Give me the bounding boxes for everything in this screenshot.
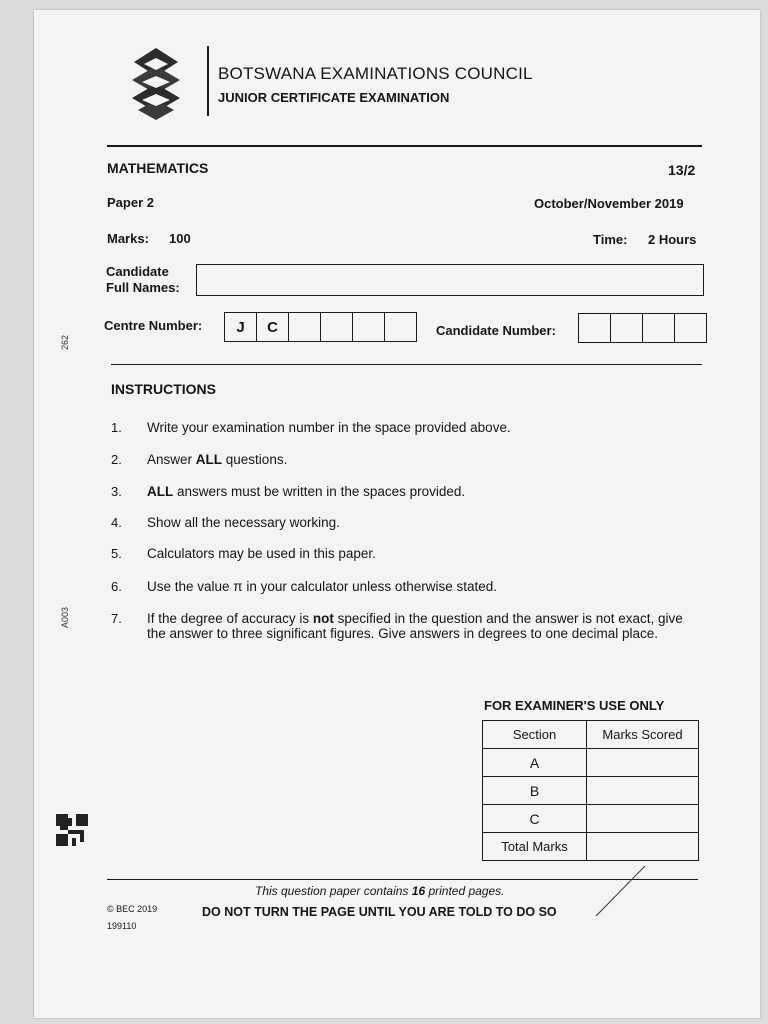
centre-digit[interactable] bbox=[289, 313, 321, 341]
candidate-digit[interactable] bbox=[579, 314, 611, 342]
centre-digit[interactable]: C bbox=[257, 313, 289, 341]
time-label: Time: bbox=[593, 232, 628, 247]
instruction-number: 2. bbox=[111, 452, 122, 467]
marks-cell bbox=[587, 777, 699, 805]
do-not-turn-warning: DO NOT TURN THE PAGE UNTIL YOU ARE TOLD TO DO SO bbox=[202, 905, 557, 919]
candidate-digit[interactable] bbox=[675, 314, 706, 342]
header-rule bbox=[107, 145, 702, 147]
candidate-number-label: Candidate Number: bbox=[436, 323, 556, 338]
instruction-text: Use the value π in your calculator unless otherwise stated. bbox=[147, 579, 497, 594]
instructions-title: INSTRUCTIONS bbox=[111, 381, 216, 397]
section-cell: Total Marks bbox=[483, 833, 587, 861]
candidate-full-names-field[interactable] bbox=[196, 264, 704, 296]
candidate-label-line1: Candidate bbox=[106, 264, 169, 279]
centre-number-field[interactable] bbox=[224, 312, 417, 342]
subject-title: MATHEMATICS bbox=[107, 160, 209, 176]
paper-code: 13/2 bbox=[668, 162, 696, 178]
pages-note: This question paper contains 16 printed pages. bbox=[255, 884, 505, 898]
marks-value: 100 bbox=[169, 231, 191, 246]
section-cell: B bbox=[483, 777, 587, 805]
table-row bbox=[483, 805, 699, 833]
marks-cell bbox=[587, 805, 699, 833]
table-row bbox=[483, 749, 699, 777]
centre-digit[interactable] bbox=[385, 313, 416, 341]
exam-name: JUNIOR CERTIFICATE EXAMINATION bbox=[218, 90, 450, 105]
instruction-text: If the degree of accuracy is not specified in the question and the answer is not exact, give the answer to three significant figures. Give answers in degrees to one decimal place. bbox=[147, 611, 683, 641]
header-section: Section bbox=[483, 721, 587, 749]
centre-digit[interactable] bbox=[353, 313, 385, 341]
examiner-title: FOR EXAMINER'S USE ONLY bbox=[484, 698, 665, 713]
instruction-text: Write your examination number in the space provided above. bbox=[147, 420, 511, 435]
candidate-label-line2: Full Names: bbox=[106, 280, 180, 295]
margin-code-mid: A003 bbox=[60, 606, 70, 628]
marks-cell bbox=[587, 833, 699, 861]
instruction-text: ALL answers must be written in the spaces provided. bbox=[147, 484, 466, 499]
instruction-number: 6. bbox=[111, 579, 122, 594]
marks-cell bbox=[587, 749, 699, 777]
instruction-text: Calculators may be used in this paper. bbox=[147, 546, 376, 561]
instruction-text: Answer ALL questions. bbox=[147, 452, 288, 467]
instruction-number: 4. bbox=[111, 515, 122, 530]
section-rule bbox=[111, 364, 702, 365]
council-name: BOTSWANA EXAMINATIONS COUNCIL bbox=[218, 64, 533, 83]
paper-number: Paper 2 bbox=[107, 195, 154, 210]
section-cell: A bbox=[483, 749, 587, 777]
table-row bbox=[483, 833, 699, 861]
centre-digit[interactable]: J bbox=[225, 313, 257, 341]
print-code: 199110 bbox=[107, 921, 137, 931]
table-row bbox=[483, 777, 699, 805]
table-header-row bbox=[483, 721, 699, 749]
instruction-number: 7. bbox=[111, 611, 122, 626]
instruction-number: 3. bbox=[111, 484, 122, 499]
instruction-text: Show all the necessary working. bbox=[147, 515, 340, 530]
centre-digit[interactable] bbox=[321, 313, 353, 341]
copyright: © BEC 2019 bbox=[107, 904, 158, 914]
instruction-number: 1. bbox=[111, 420, 122, 435]
exam-session: October/November 2019 bbox=[534, 196, 684, 211]
candidate-number-field[interactable] bbox=[578, 313, 707, 343]
centre-number-label: Centre Number: bbox=[104, 318, 203, 333]
candidate-digit[interactable] bbox=[643, 314, 675, 342]
instruction-number: 5. bbox=[111, 546, 122, 561]
examiner-table bbox=[482, 720, 699, 861]
qr-code-icon bbox=[56, 814, 88, 846]
marks-label: Marks: bbox=[107, 231, 149, 246]
section-cell: C bbox=[483, 805, 587, 833]
margin-code-top: 262 bbox=[60, 334, 70, 350]
header-divider bbox=[207, 46, 209, 116]
pen-stroke-icon bbox=[590, 862, 650, 922]
bec-emblem-icon bbox=[128, 46, 184, 122]
candidate-digit[interactable] bbox=[611, 314, 643, 342]
header-marks-scored: Marks Scored bbox=[587, 721, 699, 749]
time-value: 2 Hours bbox=[648, 232, 697, 247]
